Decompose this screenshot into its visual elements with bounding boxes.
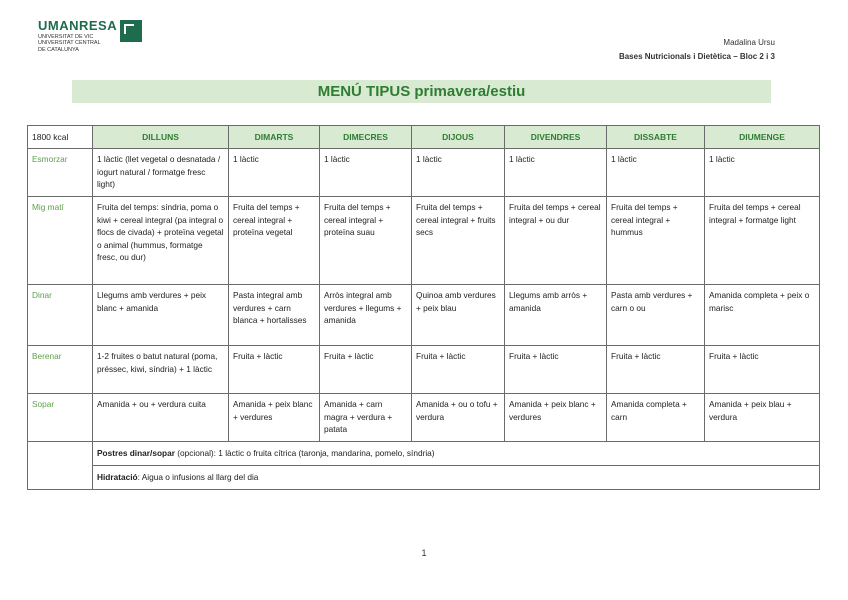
table-cell: Amanida + peix blau + verdura (705, 394, 820, 442)
table-cell: Llegums amb verdures + peix blanc + amanida (93, 285, 229, 346)
table-cell: 1-2 fruites o batut natural (poma, préssec, kiwi, síndria) + 1 làctic (93, 346, 229, 394)
table-row (28, 149, 820, 197)
table-row (28, 197, 820, 285)
dessert-note (93, 442, 820, 466)
table-row (28, 394, 820, 442)
table-cell: 1 làctic (607, 149, 705, 197)
note-label: Postres dinar/sopar (97, 448, 175, 458)
table-cell: 1 làctic (412, 149, 505, 197)
table-cell: Amanida completa + peix o marisc (705, 285, 820, 346)
table-cell: 1 làctic (505, 149, 607, 197)
table-cell: Fruita del temps + cereal integral + proteïna vegetal (229, 197, 320, 285)
table-row (28, 346, 820, 394)
blank-cell (28, 442, 93, 490)
day-header: DILLUNS (93, 126, 229, 149)
page-number: 1 (421, 548, 427, 558)
table-cell: Fruita + làctic (412, 346, 505, 394)
calorie-label: 1800 kcal (28, 126, 93, 149)
table-header-row (28, 126, 820, 149)
course-title: Bases Nutricionals i Dietètica – Bloc 2 i 3 (618, 52, 775, 61)
day-header: DIVENDRES (505, 126, 607, 149)
brand-mark-icon (120, 20, 142, 42)
table-cell: Fruita + làctic (320, 346, 412, 394)
menu-table (27, 125, 820, 490)
table-cell: Amanida + carn magra + verdura + patata (320, 394, 412, 442)
table-cell: Amanida + peix blanc + verdures (229, 394, 320, 442)
page-title-band (72, 80, 771, 103)
note-text: : Aigua o infusions al llarg del dia (137, 472, 259, 482)
university-logo (38, 18, 158, 62)
table-cell: Fruita + làctic (505, 346, 607, 394)
table-cell: Amanida + peix blanc + verdures (505, 394, 607, 442)
table-cell: Fruita del temps: síndria, poma o kiwi + cereal integral (pa integral o flocs de civada) + proteïna vegetal o animal (hummus, formatge fresc, ou dur) (93, 197, 229, 285)
table-cell: 1 làctic (320, 149, 412, 197)
note-label: Hidratació (97, 472, 138, 482)
table-cell: 1 làctic (705, 149, 820, 197)
brand-line: DE CATALUNYA (38, 46, 79, 53)
brand-line: UNIVERSITAT CENTRAL (38, 40, 101, 47)
author-name: Madalina Ursu (723, 38, 775, 47)
table-cell: Fruita del temps + cereal integral + ou dur (505, 197, 607, 285)
table-cell: 1 làctic (llet vegetal o desnatada / iogurt natural / formatge fresc light) (93, 149, 229, 197)
table-cell: Pasta amb verdures + carn o ou (607, 285, 705, 346)
meal-label: Sopar (28, 394, 93, 442)
table-note-row (28, 466, 820, 490)
day-header: DIMECRES (320, 126, 412, 149)
table-cell: 1 làctic (229, 149, 320, 197)
meal-label: Berenar (28, 346, 93, 394)
day-header: DIMARTS (229, 126, 320, 149)
hydration-note (93, 466, 820, 490)
table-row (28, 285, 820, 346)
table-cell: Amanida + ou o tofu + verdura (412, 394, 505, 442)
brand-name: UMANRESA (38, 18, 118, 33)
table-note-row (28, 442, 820, 466)
brand-subtitle (38, 34, 108, 53)
table-cell: Fruita + làctic (705, 346, 820, 394)
note-text: (opcional): 1 làctic o fruita cítrica (taronja, mandarina, pomelo, síndria) (174, 448, 435, 458)
table-cell: Fruita + làctic (607, 346, 705, 394)
page-title: MENÚ TIPUS primavera/estiu (317, 83, 526, 100)
table-cell: Fruita del temps + cereal integral + proteïna suau (320, 197, 412, 285)
table-cell: Amanida completa + carn (607, 394, 705, 442)
day-header: DISSABTE (607, 126, 705, 149)
day-header: DIJOUS (412, 126, 505, 149)
table-cell: Amanida + ou + verdura cuita (93, 394, 229, 442)
table-cell: Fruita del temps + cereal integral + formatge light (705, 197, 820, 285)
table-cell: Fruita del temps + cereal integral + fruits secs (412, 197, 505, 285)
table-cell: Fruita + làctic (229, 346, 320, 394)
day-header: DIUMENGE (705, 126, 820, 149)
meal-label: Dinar (28, 285, 93, 346)
table-cell: Quinoa amb verdures + peix blau (412, 285, 505, 346)
table-cell: Llegums amb arròs + amanida (505, 285, 607, 346)
table-cell: Fruita del temps + cereal integral + hummus (607, 197, 705, 285)
meal-label: Mig matí (28, 197, 93, 285)
table-cell: Arròs integral amb verdures + llegums + amanida (320, 285, 412, 346)
meal-label: Esmorzar (28, 149, 93, 197)
brand-line: UNIVERSITAT DE VIC (38, 34, 94, 40)
table-cell: Pasta integral amb verdures + carn blanca + hortalisses (229, 285, 320, 346)
